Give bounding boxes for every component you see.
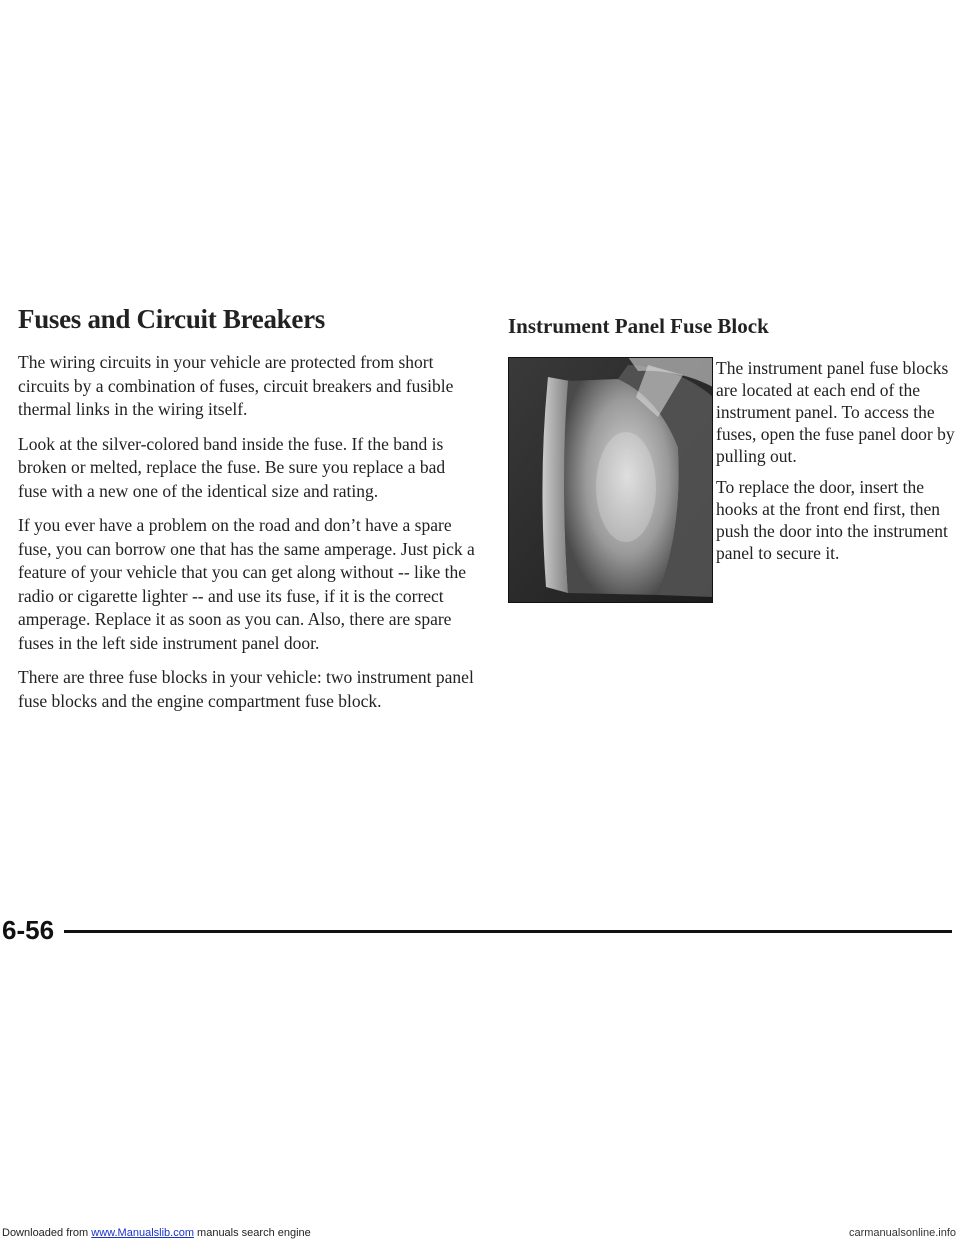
section-title: Fuses and Circuit Breakers	[18, 304, 325, 334]
page-number: 6-56	[2, 915, 55, 945]
footer-prefix: Downloaded from	[2, 1227, 92, 1239]
footer-watermark: carmanualsonline.info	[848, 1227, 956, 1239]
page-rule	[64, 930, 952, 933]
paragraph-1: The wiring circuits in your vehicle are protected from short circuits by a combination of fuses, circuit breakers and fusible thermal links in the wiring itself.	[18, 352, 454, 419]
paragraph-2: Look at the silver-colored band inside the fuse. If the band is broken or melted, replace the fuse. Be sure you replace a bad fuse with a new one of the identical size and rating.	[18, 433, 446, 501]
right-column	[508, 314, 958, 617]
footer-download-note	[2, 1227, 311, 1239]
paragraph-3: If you ever have a problem on the road and don’t have a spare fuse, you can borrow one that has the same amperage. Just pick a feature of your vehicle that you can get along without -- like the radio or cigarette lighter -- and use its fuse, if it is the correct amperage. Replace it as soon as you can. Also, there are spare fuses in the left side instrument panel door.	[18, 515, 475, 653]
manualslib-link[interactable]: www.Manualslib.com	[91, 1227, 194, 1239]
footer-suffix: manuals search engine	[193, 1227, 311, 1239]
subsection-title: Instrument Panel Fuse Block	[508, 314, 769, 338]
paragraph-access: The instrument panel fuse blocks are located at each end of the instrument panel. To access the fuses, open the fuse panel door by pulling out.	[716, 358, 955, 466]
paragraph-4: There are three fuse blocks in your vehicle: two instrument panel fuse blocks and the engine compartment fuse block.	[18, 667, 474, 711]
paragraph-replace: To replace the door, insert the hooks at the front end first, then push the door into the instrument panel to secure it.	[716, 477, 948, 563]
footer	[0, 1226, 960, 1242]
left-column	[18, 304, 478, 724]
fuse-panel-door-photo	[508, 357, 713, 603]
fuse-block-description	[716, 357, 960, 573]
figure-row	[508, 357, 958, 617]
